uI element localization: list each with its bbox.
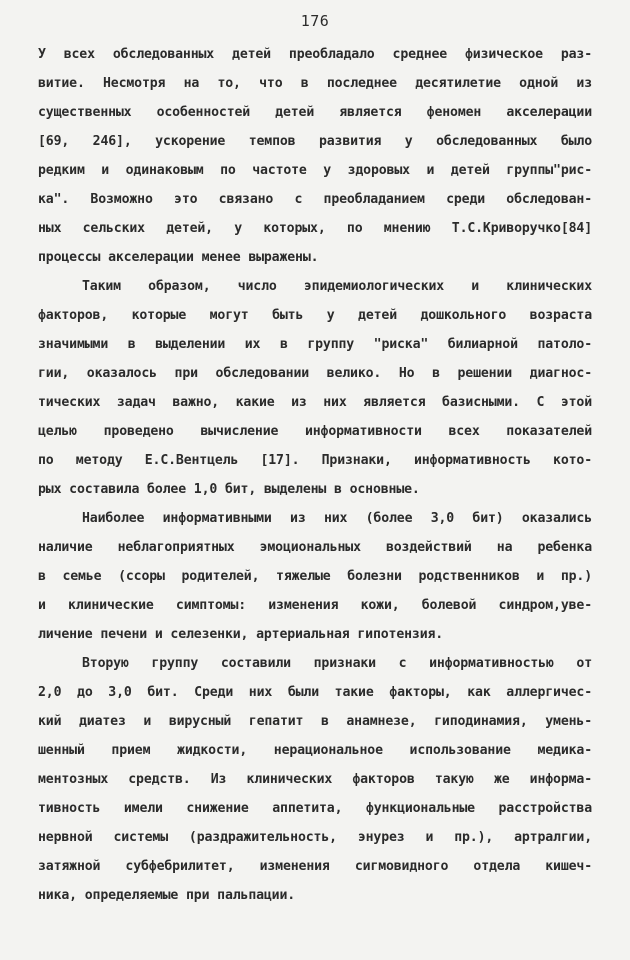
paragraph-1: [38, 40, 592, 272]
paragraph-2: [38, 272, 592, 504]
text-line: У всех обследованных детей преобладало среднее физическое раз-: [38, 47, 592, 62]
text-line: затяжной субфебрилитет, изменения сигмовидного отдела кишеч-: [38, 859, 592, 874]
text-line: процессы акселерации менее выражены.: [38, 250, 319, 265]
text-line: Наиболее информативными из них (более 3,0 бит) оказались: [82, 511, 592, 526]
text-line: гии, оказалось при обследовании велико. Но в решении диагнос-: [38, 366, 592, 381]
text-line: нервной системы (раздражительность, энурез и пр.), артралгии,: [38, 830, 592, 845]
text-line: 2,0 до 3,0 бит. Среди них были такие факторы, как аллергичес-: [38, 685, 592, 700]
text-line: ка". Возможно это связано с преобладанием среди обследован-: [38, 192, 592, 207]
body-text: [38, 40, 592, 910]
text-line: шенный прием жидкости, нерациональное использование медика-: [38, 743, 592, 758]
text-line: и клинические симптомы: изменения кожи, болевой синдром,уве-: [38, 598, 592, 613]
text-line: Вторую группу составили признаки с информативностью от: [82, 656, 592, 671]
text-line: наличие неблагоприятных эмоциональных воздействий на ребенка: [38, 540, 592, 555]
text-line: рых составила более 1,0 бит, выделены в основные.: [38, 482, 420, 497]
text-line: тивность имели снижение аппетита, функциональные расстройства: [38, 801, 592, 816]
text-line: целью проведено вычисление информативности всех показателей: [38, 424, 592, 439]
paragraph-4: [38, 649, 592, 910]
page-number: 176: [300, 12, 330, 30]
text-line: редким и одинаковым по частоте у здоровых и детей группы"рис-: [38, 163, 592, 178]
text-line: в семье (ссоры родителей, тяжелые болезни родственников и пр.): [38, 569, 592, 584]
text-line: ника, определяемые при пальпации.: [38, 888, 296, 903]
text-line: ментозных средств. Из клинических факторов такую же информа-: [38, 772, 592, 787]
text-line: Таким образом, число эпидемиологических и клинических: [82, 279, 592, 294]
text-line: [69, 246], ускорение темпов развития у обследованных было: [38, 134, 592, 149]
text-line: витие. Несмотря на то, что в последнее десятилетие одной из: [38, 76, 592, 91]
text-line: кий диатез и вирусный гепатит в анамнезе, гиподинамия, умень-: [38, 714, 592, 729]
text-line: личение печени и селезенки, артериальная гипотензия.: [38, 627, 444, 642]
paragraph-3: [38, 504, 592, 649]
text-line: существенных особенностей детей является феномен акселерации: [38, 105, 592, 120]
text-line: тических задач важно, какие из них является базисными. С этой: [38, 395, 592, 410]
text-line: факторов, которые могут быть у детей дошкольного возраста: [38, 308, 592, 323]
text-line: значимыми в выделении их в группу "риска" билиарной патоло-: [38, 337, 592, 352]
text-line: ных сельских детей, у которых, по мнению Т.С.Криворучко[84]: [38, 221, 592, 236]
text-line: по методу Е.С.Вентцель [17]. Признаки, информативность кото-: [38, 453, 592, 468]
